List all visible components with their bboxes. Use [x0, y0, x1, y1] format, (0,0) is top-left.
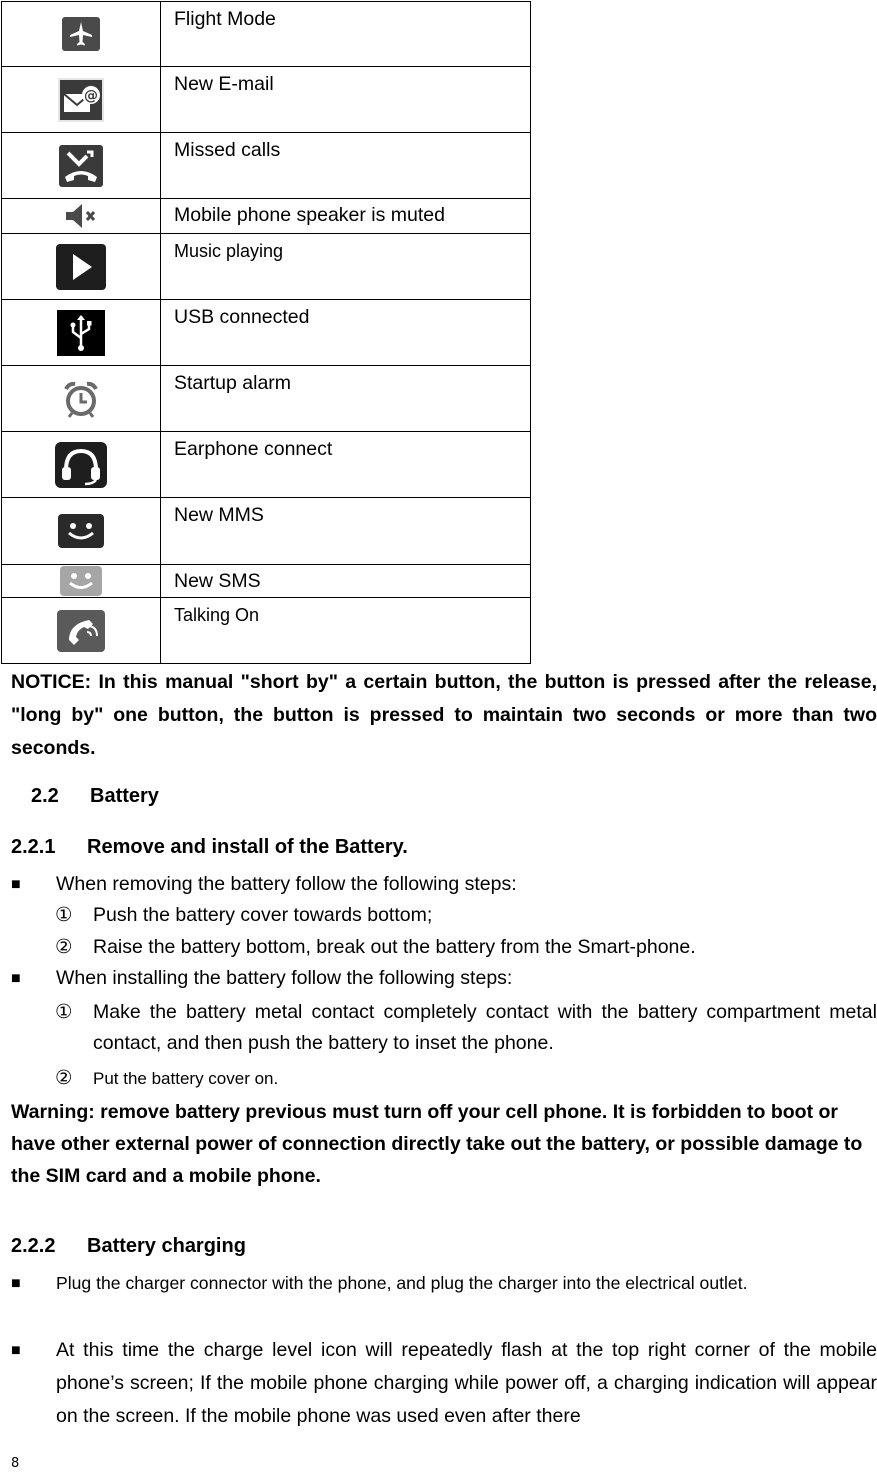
- icon-label: Talking On: [174, 605, 260, 625]
- list-item: [55, 900, 877, 931]
- notice-paragraph: NOTICE: In this manual "short by" a certain button, the button is pressed after the release, "long by" one button, the button is pressed to maintain two seconds or more than two seconds.: [11, 671, 877, 759]
- icon-label: New E-mail: [174, 73, 274, 95]
- icon-label: New SMS: [174, 570, 261, 592]
- bullet-text: When installing the battery follow the following steps:: [56, 967, 513, 989]
- table-row: [2, 133, 531, 199]
- table-row: [2, 234, 531, 300]
- page-number: 8: [11, 1456, 20, 1471]
- table-row: [2, 67, 531, 133]
- play-icon: [56, 244, 106, 290]
- headset-icon: [55, 442, 107, 488]
- step-text: Put the battery cover on.: [93, 1069, 279, 1088]
- step-text: Raise the battery bottom, break out the battery from the Smart-phone.: [93, 936, 696, 958]
- list-item: [55, 997, 877, 1059]
- missed-call-icon: [59, 145, 103, 187]
- alarm-icon: [61, 379, 101, 419]
- bullet-square-icon: ■: [11, 876, 21, 893]
- table-row: [2, 2, 531, 67]
- list-item: [11, 963, 877, 994]
- bullet-text: At this time the charge level icon will repeatedly flash at the top right corner of the mobile phone’s screen; If the mobile phone charging while power off, a charging indication will appear on the screen. If the mobile phone was used even after there: [56, 1339, 877, 1427]
- bullet-square-icon: ■: [11, 1342, 21, 1359]
- table-row: [2, 598, 531, 664]
- step-marker: ①: [55, 904, 73, 926]
- airplane-icon: [61, 16, 101, 52]
- table-row: [2, 498, 531, 565]
- icon-label: Flight Mode: [174, 8, 276, 30]
- table-row: [2, 366, 531, 432]
- bullet-square-icon: ■: [11, 970, 21, 987]
- bullet-square-icon: ■: [11, 1275, 21, 1292]
- section-heading-2-2-1: [11, 836, 408, 859]
- icon-label: Music playing: [174, 241, 284, 261]
- section-number: 2.2: [31, 785, 59, 807]
- section-number: 2.2.1: [11, 836, 56, 858]
- sms-icon: [60, 566, 102, 596]
- table-row: [2, 432, 531, 498]
- list-item: [11, 1268, 877, 1299]
- icon-label: Mobile phone speaker is muted: [174, 204, 445, 226]
- list-item: [11, 1334, 877, 1433]
- section-number: 2.2.2: [11, 1235, 56, 1257]
- icon-label: Startup alarm: [174, 372, 292, 394]
- phone-call-icon: [57, 610, 105, 652]
- list-item: [55, 932, 877, 963]
- status-icon-table: [1, 1, 531, 664]
- section-heading-2-2-2: [11, 1235, 246, 1258]
- section-heading-2-2: [31, 785, 159, 808]
- bullet-text: Plug the charger connector with the phone, and plug the charger into the electrical outlet.: [56, 1273, 748, 1293]
- step-text: Push the battery cover towards bottom;: [93, 904, 433, 926]
- table-row: [2, 300, 531, 366]
- icon-label: Earphone connect: [174, 438, 333, 460]
- usb-icon: [57, 310, 105, 356]
- step-marker: ②: [55, 936, 73, 958]
- table-row: [2, 565, 531, 598]
- step-marker: ①: [55, 1001, 73, 1023]
- step-marker: ②: [55, 1067, 73, 1089]
- email-icon: [58, 78, 104, 122]
- mms-icon: [58, 514, 104, 548]
- icon-label: New MMS: [174, 504, 264, 526]
- section-title: Remove and install of the Battery.: [87, 836, 408, 858]
- step-text: Make the battery metal contact completely contact with the battery compartment metal contact, and then push the battery to inset the phone.: [93, 1001, 877, 1054]
- section-title: Battery: [90, 785, 159, 807]
- warning-paragraph: Warning: remove battery previous must turn off your cell phone. It is forbidden to boot or have other external power of connection directly take out the battery, or possible damage to the SIM card and a mobile phone.: [11, 1101, 863, 1187]
- bullet-text: When removing the battery follow the following steps:: [56, 873, 517, 895]
- list-item: [55, 1063, 877, 1094]
- icon-label: USB connected: [174, 306, 310, 328]
- svg-text:@: @: [84, 87, 98, 104]
- list-item: [11, 869, 877, 900]
- speaker-muted-icon: [63, 201, 99, 231]
- icon-label: Missed calls: [174, 139, 281, 161]
- table-row: [2, 199, 531, 234]
- section-title: Battery charging: [87, 1235, 246, 1257]
